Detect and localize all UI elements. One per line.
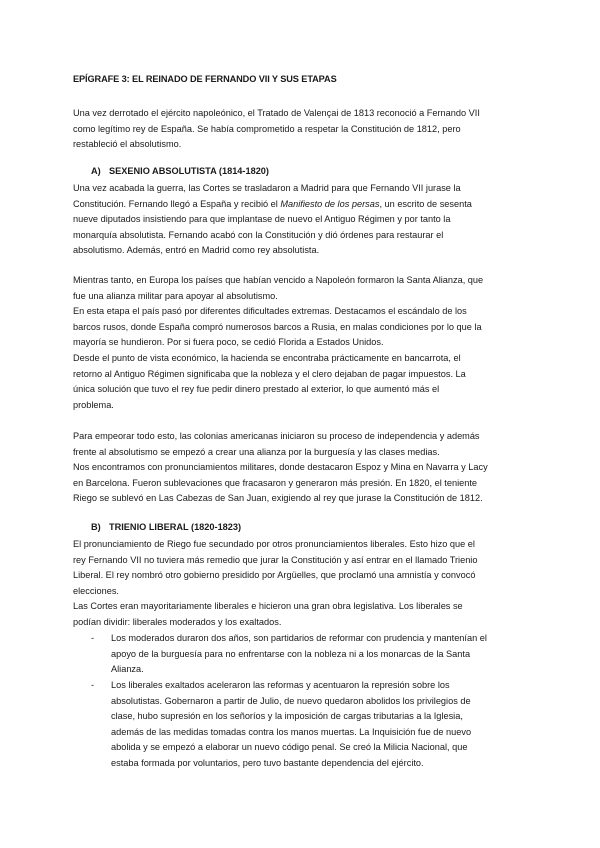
manifesto-title: Manifiesto de los persas (280, 198, 380, 209)
text-line: única solución que tuvo el rey fue pedir dinero prestado al exterior, lo que aumentó más el (73, 384, 440, 395)
list-item (91, 678, 531, 772)
section-a-heading (91, 164, 269, 180)
text-line: elecciones. (73, 585, 119, 596)
text-line: además de las medidas tomadas contra los manos muertas. La Inquisición fue de nuevo (111, 726, 472, 737)
text-line: apoyo de la burguesía para no enfrentarse con la nobleza ni a los monarcas de la Santa (111, 648, 471, 659)
section-letter: A) (91, 166, 101, 176)
text-line: clase, hubo supresión en los señoríos y la imposición de cargas tributarias a la Iglesia, (111, 711, 463, 722)
text-line: frente al absolutismo se empezó a crear una alianza por la burguesía y las clases medias. (73, 446, 440, 457)
text-line: Riego se sublevó en Las Cabezas de San Juan, exigiendo al rey que jurase la Constitución de 1812. (73, 493, 483, 504)
text-line: absolutistas. Gobernaron a partir de Julio, de nuevo quedaron abolidos los privilegios de (111, 695, 471, 706)
text-line: Las Cortes eran mayoritariamente liberales e hicieron una gran obra legislativa. Los liberales se (73, 601, 463, 612)
text-line: Alianza. (111, 664, 144, 675)
text-line: en Barcelona. Fueron sublevaciones que fracasaron y generaron más presión. En 1820, el teniente (73, 477, 477, 488)
section-title: SEXENIO ABSOLUTISTA (1814-1820) (109, 166, 269, 176)
section-letter: B) (91, 522, 101, 532)
text-line: Una vez derrotado el ejército napoleónico, el Tratado de Valençai de 1813 reconoció a Fernando VII (73, 108, 480, 118)
text-line: Para empeorar todo esto, las colonias americanas iniciaron su proceso de independencia y además (73, 431, 480, 441)
text-line: mayoría se hundieron. Por si fuera poco, se cedió Florida a Estados Unidos. (73, 337, 384, 348)
text-line: Los moderados duraron dos años, son partidarios de reformar con prudencia y mantenían el (111, 633, 487, 643)
text-line: Mientras tanto, en Europa los países que habían vencido a Napoleón formaron la Santa Alianza, que (73, 275, 484, 285)
list-item (91, 631, 531, 678)
page-title: EPÍGRAFE 3: EL REINADO DE FERNANDO VII Y SUS ETAPAS (73, 74, 337, 84)
text-line: barcos rusos, donde España compró numerosos barcos a Rusia, en malas condiciones por lo que la (73, 321, 482, 332)
section-b-heading (91, 520, 241, 536)
text-line: nueve diputados insistiendo para que implantase de nuevo el Antiguo Régimen y por tanto la (73, 214, 451, 225)
intro-paragraph (73, 106, 528, 153)
text-line: absolutismo. Además, entró en Madrid como rey absolutista. (73, 245, 320, 256)
text-line: El pronunciamiento de Riego fue secundado por otros pronunciamientos liberales. Esto hizo que el (73, 539, 475, 549)
text-line: rey Fernando VII no tuviera más remedio que jurar la Constitución y así entrar en el llamado Trienio (73, 554, 478, 565)
text-line: estaba formada por voluntarios, pero tuvo bastante dependencia del ejército. (111, 757, 424, 768)
text-line: como legítimo rey de España. Se había comprometido a respetar la Constitución de 1812, pero (73, 123, 461, 134)
text-line: Los liberales exaltados aceleraron las reformas y acentuaron la represión sobre los (111, 680, 450, 690)
section-a-paragraph-2 (73, 273, 528, 413)
list-dash: - (91, 633, 95, 643)
section-a-paragraph-1 (73, 181, 528, 259)
text-line: Constitución. Fernando llegó a España y recibió el Manifiesto de los persas, un escrito de sesenta (73, 198, 472, 209)
text-line: restableció el absolutismo. (73, 139, 182, 150)
list-dash: - (91, 680, 95, 690)
text-line: Una vez acabada la guerra, las Cortes se trasladaron a Madrid para que Fernando VII jurase la (73, 183, 461, 193)
text-line: retorno al Antiguo Régimen significaba que la nobleza y el clero dejaban de pagar impuestos. La (73, 368, 466, 379)
text-line: fue una alianza militar para apoyar al absolutismo. (73, 290, 278, 301)
text-line: Nos encontramos con pronunciamientos militares, donde destacaron Espoz y Mina en Navarra y Lacy (73, 462, 488, 473)
text-line: podían dividir: liberales moderados y los exaltados. (73, 616, 282, 627)
text-line: En esta etapa el país pasó por diferentes dificultades extremas. Destacamos el escándalo de los (73, 306, 467, 317)
text-line: problema. (73, 399, 114, 410)
text-line: abolida y se empezó a elaborar un nuevo código penal. Se creó la Milicia Nacional, que (111, 742, 468, 753)
section-a-paragraph-3 (73, 429, 528, 507)
section-title: TRIENIO LIBERAL (1820-1823) (109, 522, 242, 532)
text-line: Liberal. El rey nombró otro gobierno presidido por Argüelles, que proclamó una amnistía y convocó (73, 570, 476, 581)
text-line: monarquía absolutista. Fernando acabó con la Constitución y dió órdenes para restaurar el (73, 229, 444, 240)
section-b-paragraph (73, 537, 528, 631)
text-line: Desde el punto de vista económico, la hacienda se encontraba prácticamente en bancarrota, el (73, 352, 461, 363)
